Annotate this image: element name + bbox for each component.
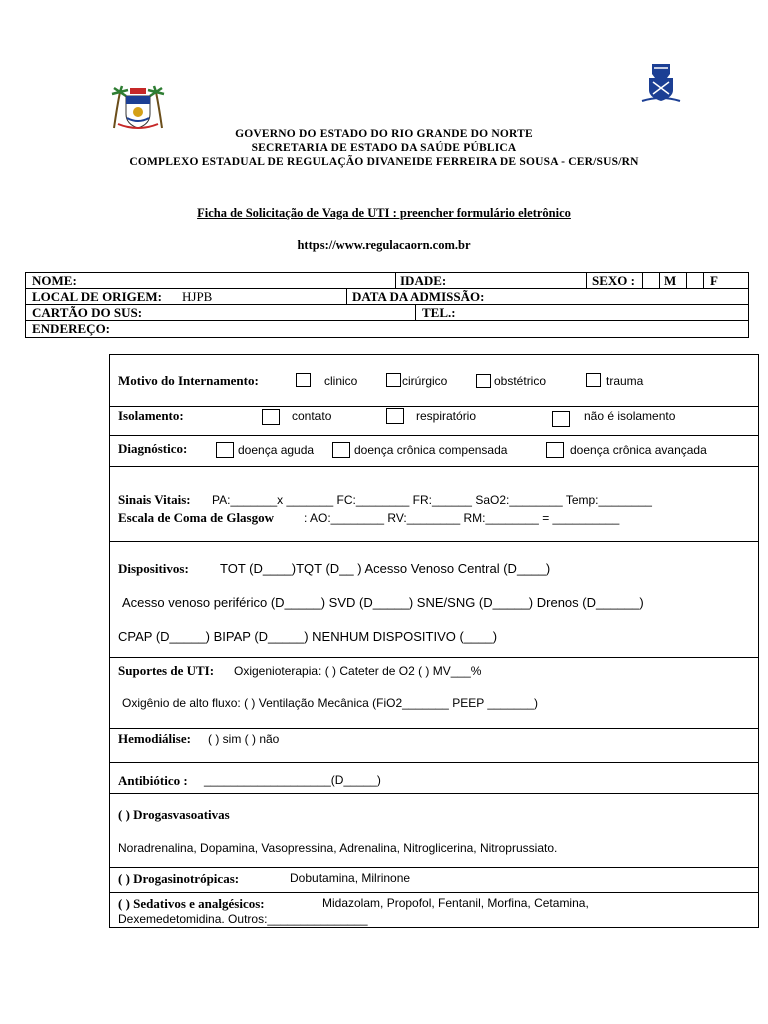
diagnostico-aguda-checkbox[interactable] xyxy=(216,442,234,458)
sinais-vitais-fields[interactable]: PA:_______x _______ FC:________ FR:______ SaO2:________ Temp:________ xyxy=(212,493,652,507)
diagnostico-cronica-avancada-checkbox[interactable] xyxy=(546,442,564,458)
suportes-line2[interactable]: Oxigênio de alto fluxo: ( ) Ventilação Mecânica (FiO2_______ PEEP _______) xyxy=(122,696,539,710)
suportes-label: Suportes de UTI: xyxy=(118,663,215,678)
dispositivos-label: Dispositivos: xyxy=(118,561,189,576)
motivo-clinico-checkbox[interactable] xyxy=(296,373,311,387)
diagnostico-cronica-compensada-checkbox[interactable] xyxy=(332,442,350,458)
sedativos-list-2[interactable]: Dexemedetomidina. Outros:_______________ xyxy=(118,912,368,926)
motivo-trauma-label: trauma xyxy=(606,374,644,388)
suportes-line1[interactable]: Oxigenioterapia: ( ) Cateter de O2 ( ) MV___% xyxy=(234,664,482,678)
glasgow-label: Escala de Coma de Glasgow xyxy=(118,510,274,525)
motivo-cirurgico-checkbox[interactable] xyxy=(386,373,401,387)
drogas-inotropicas-label[interactable]: ( ) Drogasinotrópicas: xyxy=(118,871,240,886)
regulacao-url[interactable]: https://www.regulacaorn.com.br xyxy=(297,238,471,252)
patient-info-table xyxy=(25,272,749,338)
hemodialise-options[interactable]: ( ) sim ( ) não xyxy=(208,732,280,746)
dispositivos-line1[interactable]: TOT (D____)TQT (D__ ) Acesso Venoso Central (D____) xyxy=(220,561,551,576)
dispositivos-line3[interactable]: CPAP (D_____) BIPAP (D_____) NENHUM DISPOSITIVO (____) xyxy=(118,629,498,644)
data-admissao-label: DATA DA ADMISSÃO: xyxy=(352,289,485,304)
hemodialise-label: Hemodiálise: xyxy=(118,731,191,746)
isolamento-respiratorio-label: respiratório xyxy=(416,409,477,423)
isolamento-contato-label: contato xyxy=(292,409,332,423)
sinais-vitais-label: Sinais Vitais: xyxy=(118,492,191,507)
glasgow-fields[interactable]: : AO:________ RV:________ RM:________ = __________ xyxy=(304,511,620,525)
isolamento-label: Isolamento: xyxy=(118,408,184,423)
nome-label: NOME: xyxy=(32,273,77,288)
sedativos-label[interactable]: ( ) Sedativos e analgésicos: xyxy=(118,896,265,911)
endereco-label: ENDEREÇO: xyxy=(32,321,111,336)
idade-label: IDADE: xyxy=(400,273,447,288)
sexo-label: SEXO : xyxy=(592,273,635,288)
motivo-cirurgico-label: cirúrgico xyxy=(402,374,448,388)
header-secretaria: SECRETARIA DE ESTADO DA SAÚDE PÚBLICA xyxy=(251,142,517,154)
isolamento-nao-checkbox[interactable] xyxy=(552,411,570,427)
sexo-f-checkbox[interactable] xyxy=(686,273,704,288)
sedativos-list-1: Midazolam, Propofol, Fentanil, Morfina, Cetamina, xyxy=(322,896,589,910)
isolamento-contato-checkbox[interactable] xyxy=(262,409,280,425)
diagnostico-cronica-compensada-label: doença crônica compensada xyxy=(354,443,508,457)
motivo-obstetrico-checkbox[interactable] xyxy=(476,374,491,388)
motivo-label: Motivo do Internamento: xyxy=(118,373,259,388)
motivo-row xyxy=(118,373,259,389)
diagnostico-label: Diagnóstico: xyxy=(118,441,188,456)
sexo-m-label: M xyxy=(664,273,677,288)
institution-shield-logo xyxy=(640,62,682,104)
local-origem-label: LOCAL DE ORIGEM: xyxy=(32,289,163,304)
drogas-vasoativas-list: Noradrenalina, Dopamina, Vasopressina, Adrenalina, Nitroglicerina, Nitroprussiato. xyxy=(118,841,558,855)
sexo-f-label: F xyxy=(710,273,718,288)
sexo-m-checkbox[interactable] xyxy=(642,273,660,288)
header-complexo: COMPLEXO ESTADUAL DE REGULAÇÃO DIVANEIDE FERREIRA DE SOUSA - CER/SUS/RN xyxy=(129,156,639,168)
drogas-inotropicas-list: Dobutamina, Milrinone xyxy=(290,871,411,885)
tel-label: TEL.: xyxy=(422,305,456,320)
isolamento-nao-label: não é isolamento xyxy=(584,409,676,423)
cartao-sus-label: CARTÃO DO SUS: xyxy=(32,305,143,320)
header-government: GOVERNO DO ESTADO DO RIO GRANDE DO NORTE xyxy=(235,128,533,140)
motivo-clinico-label: clinico xyxy=(324,374,358,388)
local-origem-value: HJPB xyxy=(182,289,213,304)
dispositivos-line2[interactable]: Acesso venoso periférico (D_____) SVD (D_____) SNE/SNG (D_____) Drenos (D______) xyxy=(122,595,644,610)
state-coat-of-arms-logo xyxy=(110,84,166,132)
isolamento-respiratorio-checkbox[interactable] xyxy=(386,408,404,424)
clinical-form-table xyxy=(109,354,759,928)
diagnostico-aguda-label: doença aguda xyxy=(238,443,315,457)
motivo-obstetrico-label: obstétrico xyxy=(494,374,547,388)
motivo-trauma-checkbox[interactable] xyxy=(586,373,601,387)
drogas-vasoativas-label[interactable]: ( ) Drogasvasoativas xyxy=(118,807,230,822)
antibiotico-label: Antibiótico : xyxy=(118,773,188,788)
form-title: Ficha de Solicitação de Vaga de UTI : preencher formulário eletrônico xyxy=(197,206,571,220)
antibiotico-field[interactable]: ___________________(D_____) xyxy=(204,773,381,787)
diagnostico-cronica-avancada-label: doença crônica avançada xyxy=(570,443,707,457)
